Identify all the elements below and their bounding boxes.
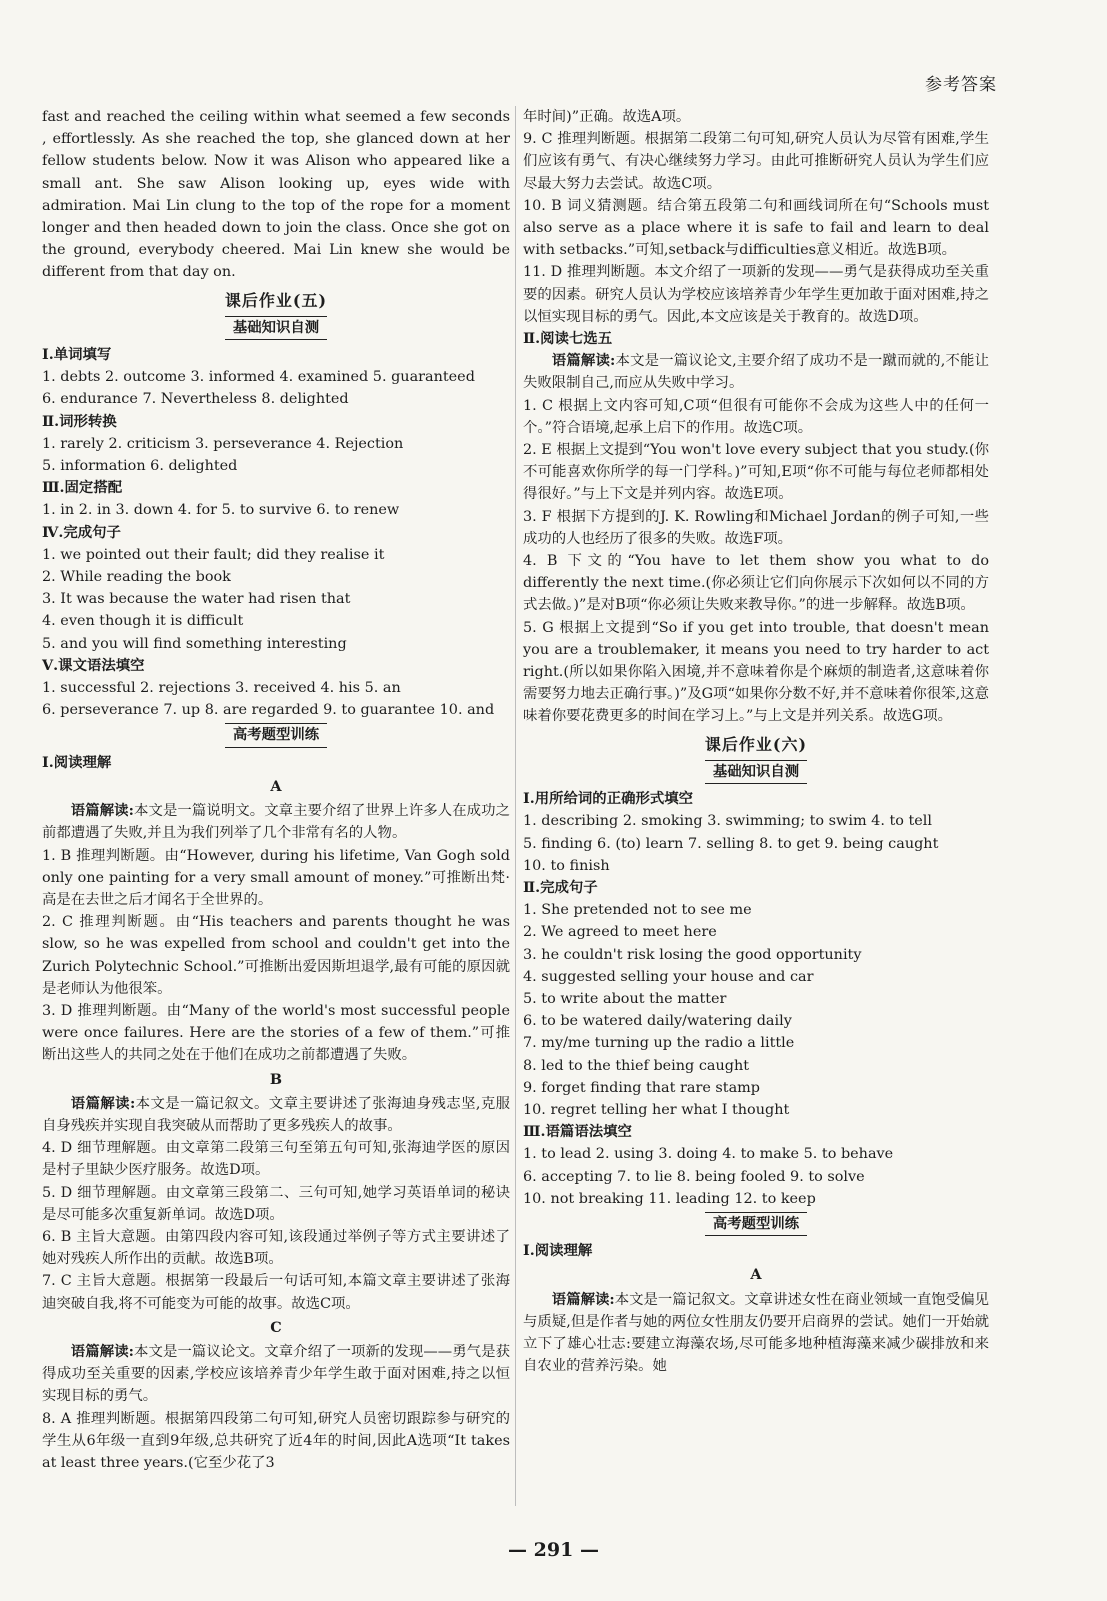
paragraph: 3. he couldn't risk losing the good opportunity [523,946,862,963]
paragraph: 1. we pointed out their fault; did they realise it [42,546,385,563]
paragraph: 4. D 细节理解题。由文章第二段第三句至第五句可知,张海迪学医的原因是村子里缺少医疗服务。故选D项。 [42,1140,510,1179]
subsection-label: 高考题型训练 [225,723,327,747]
reading-label: 语篇解读: [70,1094,136,1112]
paragraph: 6. endurance 7. Nevertheless 8. delighted [42,391,349,408]
reading-text: 本文是一篇记叙文。文章主要讲述了张海迪身残志坚,克服自身残疾并实现自我突破从而帮助了更多残疾人的故事。 [42,1095,511,1134]
reading-label: 语篇解读: [70,1342,134,1360]
paragraph: 1. rarely 2. criticism 3. perseverance 4. Rejection [42,435,404,452]
paragraph: 6. to be watered daily/watering daily [523,1013,792,1030]
paragraph: 10. regret telling her what I thought [523,1101,790,1118]
reading-text: 本文是一篇记叙文。文章讲述女性在商业领域一直饱受偏见与质疑,但是作者与她的两位女性朋友仍要开启商界的尝试。她们一开始就立下了雄心壮志:要建立海藻农场,尽可能多地种植海藻来减少碳排放和来自农业的营养污染。她 [523,1291,989,1375]
paragraph: 2. While reading the book [42,569,231,586]
paragraph: 6. perseverance 7. up 8. are regarded 9. to guarantee 10. and [42,702,495,719]
column-divider [515,106,516,1506]
subsection-label: 基础知识自测 [225,316,327,340]
paragraph: fast and reached the ceiling within what seemed a few seconds , effortlessly. As she reached the top, she glanced down at her fellow students below. Now it was Alison who appeared like a small ant. She saw Alison looking up, eyes wide with admiration. Mai Lin clung to the top of the rope for a moment longer and then headed down to join the class. Once she got on the ground, everybody cheered. Mai Lin knew she would be different from that day on. [42,109,510,281]
passage-letter: B [269,1070,283,1088]
paragraph: 2. E 根据上文提到“You won't love every subject that you study.(你不可能喜欢你所学的每一门学科。)”可知,E项“你不可能与每位老师都相处得很好。”与上下文是并列内容。故选E项。 [523,442,989,503]
paragraph: 1. She pretended not to see me [523,902,752,919]
paragraph: 1. C 根据上文内容可知,C项“但很有可能你不会成为这些人中的任何一个。”符合语境,起承上启下的作用。故选C项。 [523,397,989,436]
reading-text: 本文是一篇说明文。文章主要介绍了世界上许多人在成功之前都遭遇了失败,并且为我们列举了几个非常有名的人物。 [42,803,510,842]
paragraph: 1. to lead 2. using 3. doing 4. to make 5. to behave [523,1146,894,1163]
paragraph: 9. C 推理判断题。根据第二段第二句可知,研究人员认为尽管有困难,学生们应该有勇气、有决心继续努力学习。由此可推断研究人员认为学生们应尽最大努力去尝试。故选C项。 [523,131,989,192]
paragraph: 5. D 细节理解题。由文章第三段第二、三句可知,她学习英语单词的秘诀是尽可能多次重复新单词。故选D项。 [42,1184,510,1223]
paragraph: 1. in 2. in 3. down 4. for 5. to survive 6. to renew [42,502,400,519]
paragraph: 3. F 根据下方提到的J. K. Rowling和Michael Jordan的例子可知,一些成功的人也经历了很多的失败。故选F项。 [523,508,989,547]
passage-letter: A [270,777,282,795]
reading-label: 语篇解读: [70,802,134,820]
paragraph: 3. D 推理判断题。由“Many of the world's most successful people were once failures. Here are the stories of a few of them.”可推断出这些人的共同之处在于他们在成功之前都遭遇了失败。 [42,1002,510,1064]
paragraph: 1. B 推理判断题。由“However, during his lifetime, Van Gogh sold only one painting for a very small amount of money.”可推断出梵·高是在去世之后才闻名于全世界的。 [42,847,510,908]
reading-label: 语篇解读: [551,1290,615,1308]
paragraph [523,350,989,394]
paragraph: 4. even though it is difficult [42,613,244,630]
exercise-heading: Ⅰ.阅读理解 [523,1242,593,1260]
subsection-title [523,760,989,784]
paragraph: 1. successful 2. rejections 3. received 4. his 5. an [42,680,401,697]
paragraph: 2. C 推理判断题。由“His teachers and parents thought he was slow, so he was expelled from school and couldn't get into the Zurich Polytechnic School.”可推断出爱因斯坦退学,最有可能的原因就是老师认为他很笨。 [42,914,510,997]
exercise-heading: Ⅰ.用所给词的正确形式填空 [523,790,694,808]
page-number: — 291 — [508,1539,599,1561]
exercise-heading: Ⅲ.语篇语法填空 [523,1123,632,1141]
exercise-heading: Ⅰ.阅读理解 [42,753,112,771]
paragraph: 9. forget finding that rare stamp [523,1079,761,1096]
paragraph: 8. led to the thief being caught [523,1057,749,1074]
paragraph: 8. A 推理判断题。根据第四段第二句可知,研究人员密切跟踪参与研究的学生从6年级一直到9年级,总共研究了近4年的时间,因此A选项“It takes at least three years.(它至少花了3 [42,1410,510,1471]
paragraph: 2. We agreed to meet here [523,924,717,941]
right-column [523,106,989,1601]
left-column [42,106,510,1601]
subsection-title [42,723,510,747]
exercise-heading: Ⅴ.课文语法填空 [42,656,145,674]
exercise-heading: Ⅱ.完成句子 [523,878,598,896]
subsection-label: 高考题型训练 [705,1212,807,1236]
paragraph: 6. B 主旨大意题。由第四段内容可知,该段通过举例子等方式主要讲述了她对残疾人所作出的贡献。故选B项。 [42,1228,510,1268]
paragraph: 1. describing 2. smoking 3. swimming; to swim 4. to tell [523,813,932,830]
exercise-heading: Ⅲ.固定搭配 [42,479,123,497]
paragraph [42,1093,510,1137]
subsection-title [523,1212,989,1236]
paragraph: 5. G 根据上文提到“So if you get into trouble, that doesn't mean you are a troublemaker, it means you need to try harder to act right.(所以如果你陷入困境,并不意味着你是个麻烦的制造者,这意味着你需要努力地去正确行事。)”及G项“如果你分数不好,并不意味着你很笨,这意味着你要花费更多的时间在学习上。”与上文是并列关系。故选G项。 [523,619,989,725]
passage-letter: C [270,1318,282,1336]
paragraph: 5. and you will find something interesting [42,635,347,652]
paragraph: 5. to write about the matter [523,990,727,1007]
running-header: 参考答案 [925,75,997,95]
section-title: 课后作业(五) [224,290,328,310]
subsection-label: 基础知识自测 [705,760,807,784]
paragraph: 7. my/me turning up the radio a little [523,1035,795,1052]
paragraph [42,1341,510,1408]
paragraph: 10. to finish [523,857,610,874]
paragraph: 10. B 词义猜测题。结合第五段第二句和画线词所在句“Schools must also serve as a place where it is safe to fail and learn to deal with setbacks.”可知,setback与difficulties意义相近。故选B项。 [523,197,989,259]
paragraph [523,1289,989,1378]
passage-letter: A [750,1266,762,1284]
exercise-heading: Ⅱ.阅读七选五 [523,330,613,348]
exercise-heading: Ⅳ.完成句子 [42,523,121,541]
paragraph: 5. information 6. delighted [42,458,238,475]
subsection-title [42,316,510,340]
reading-text: 本文是一篇议论文。文章介绍了一项新的发现——勇气是获得成功至关重要的因素,学校应该培养青少年学生敢于面对困难,持之以恒实现目标的勇气。 [42,1343,511,1405]
reading-label: 语篇解读: [551,352,616,370]
paragraph: 1. debts 2. outcome 3. informed 4. examined 5. guaranteed [42,369,475,386]
paragraph: 年时间)”正确。故选A项。 [523,109,691,125]
reading-text: 本文是一篇议论文,主要介绍了成功不是一蹴而就的,不能让失败限制自己,而应从失败中学习。 [523,353,989,392]
paragraph: 7. C 主旨大意题。根据第一段最后一句话可知,本篇文章主要讲述了张海迪突破自我,将不可能变为可能的故事。故选C项。 [42,1273,510,1312]
paragraph: 5. finding 6. (to) learn 7. selling 8. to get 9. being caught [523,835,939,852]
paragraph: 11. D 推理判断题。本文介绍了一项新的发现——勇气是获得成功至关重要的因素。研究人员认为学校应该培养青少年学生更加敢于面对困难,持之以恒实现目标的勇气。因此,本文应该是关于教育的。故选D项。 [523,264,989,325]
section-title: 课后作业(六) [704,734,808,754]
paragraph [42,800,510,844]
paragraph: 10. not breaking 11. leading 12. to keep [523,1190,816,1207]
paragraph: 4. B 下文的“You have to let them show you what to do differently the next time.(你必须让它们向你展示下次如何以不同的方式去做。)”是对B项“你必须让失败来教导你。”的进一步解释。故选B项。 [523,553,989,614]
paragraph: 3. It was because the water had risen that [42,591,351,608]
paragraph: 4. suggested selling your house and car [523,968,814,985]
exercise-heading: Ⅰ.单词填写 [42,346,112,364]
paragraph: 6. accepting 7. to lie 8. being fooled 9. to solve [523,1168,865,1185]
exercise-heading: Ⅱ.词形转换 [42,412,117,430]
